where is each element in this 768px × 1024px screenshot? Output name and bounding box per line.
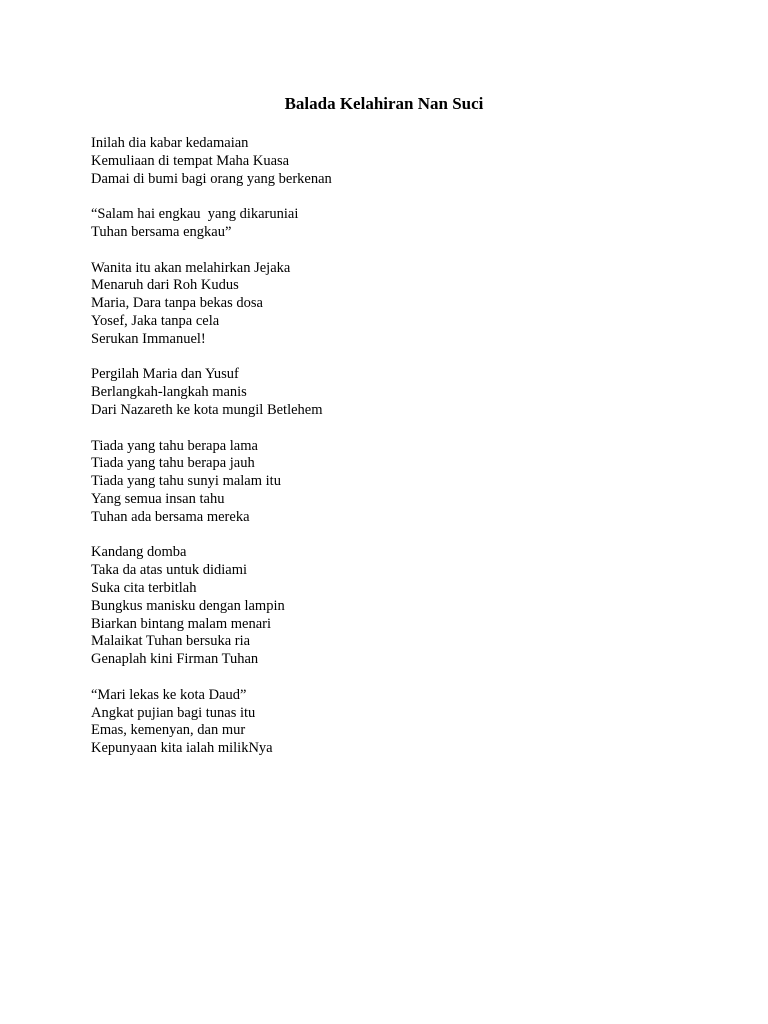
poem-line: “Mari lekas ke kota Daud” xyxy=(91,686,247,703)
poem-line: Genaplah kini Firman Tuhan xyxy=(91,651,259,668)
poem-line: Kandang domba xyxy=(91,544,187,561)
poem-line: Maria, Dara tanpa bekas dosa xyxy=(91,295,263,312)
stanza xyxy=(91,206,691,242)
poem-line: Berlangkah-langkah manis xyxy=(91,384,247,401)
poem-line: Serukan Immanuel! xyxy=(91,330,206,347)
poem-body xyxy=(91,135,691,776)
stanza xyxy=(91,544,691,669)
stanza xyxy=(91,135,691,188)
poem-line: Inilah dia kabar kedamaian xyxy=(91,135,249,151)
poem-line: Damai di bumi bagi orang yang berkenan xyxy=(91,170,332,187)
poem-line: Kemuliaan di tempat Maha Kuasa xyxy=(91,152,290,169)
poem-line: Yosef, Jaka tanpa cela xyxy=(91,312,220,329)
poem-line: Emas, kemenyan, dan mur xyxy=(91,722,246,739)
stanza xyxy=(91,687,691,758)
poem-line: Bungkus manisku dengan lampin xyxy=(91,597,285,614)
poem-line: Tiada yang tahu sunyi malam itu xyxy=(91,473,281,490)
poem-line: Wanita itu akan melahirkan Jejaka xyxy=(91,259,291,276)
poem-line: Tuhan ada bersama mereka xyxy=(91,508,250,525)
poem-line: Tiada yang tahu berapa jauh xyxy=(91,455,255,472)
stanza xyxy=(91,366,691,419)
poem-line: Suka cita terbitlah xyxy=(91,579,197,596)
stanza xyxy=(91,260,691,349)
poem-line: Taka da atas untuk didiami xyxy=(91,562,248,579)
poem-line: Dari Nazareth ke kota mungil Betlehem xyxy=(91,401,323,418)
poem-line: Malaikat Tuhan bersuka ria xyxy=(91,633,251,650)
poem-line: Menaruh dari Roh Kudus xyxy=(91,277,239,294)
stanza xyxy=(91,438,691,527)
poem-line: Angkat pujian bagi tunas itu xyxy=(91,704,256,721)
poem-title: Balada Kelahiran Nan Suci xyxy=(284,94,484,113)
poem-line: Yang semua insan tahu xyxy=(91,490,225,507)
poem-line: Tiada yang tahu berapa lama xyxy=(91,437,258,454)
poem-line: Pergilah Maria dan Yusuf xyxy=(91,366,239,383)
poem-line: “Salam hai engkau yang dikaruniai xyxy=(91,206,299,223)
poem-line: Biarkan bintang malam menari xyxy=(91,615,271,632)
poem-line: Tuhan bersama engkau” xyxy=(91,223,232,240)
poem-line: Kepunyaan kita ialah milikNya xyxy=(91,740,273,757)
